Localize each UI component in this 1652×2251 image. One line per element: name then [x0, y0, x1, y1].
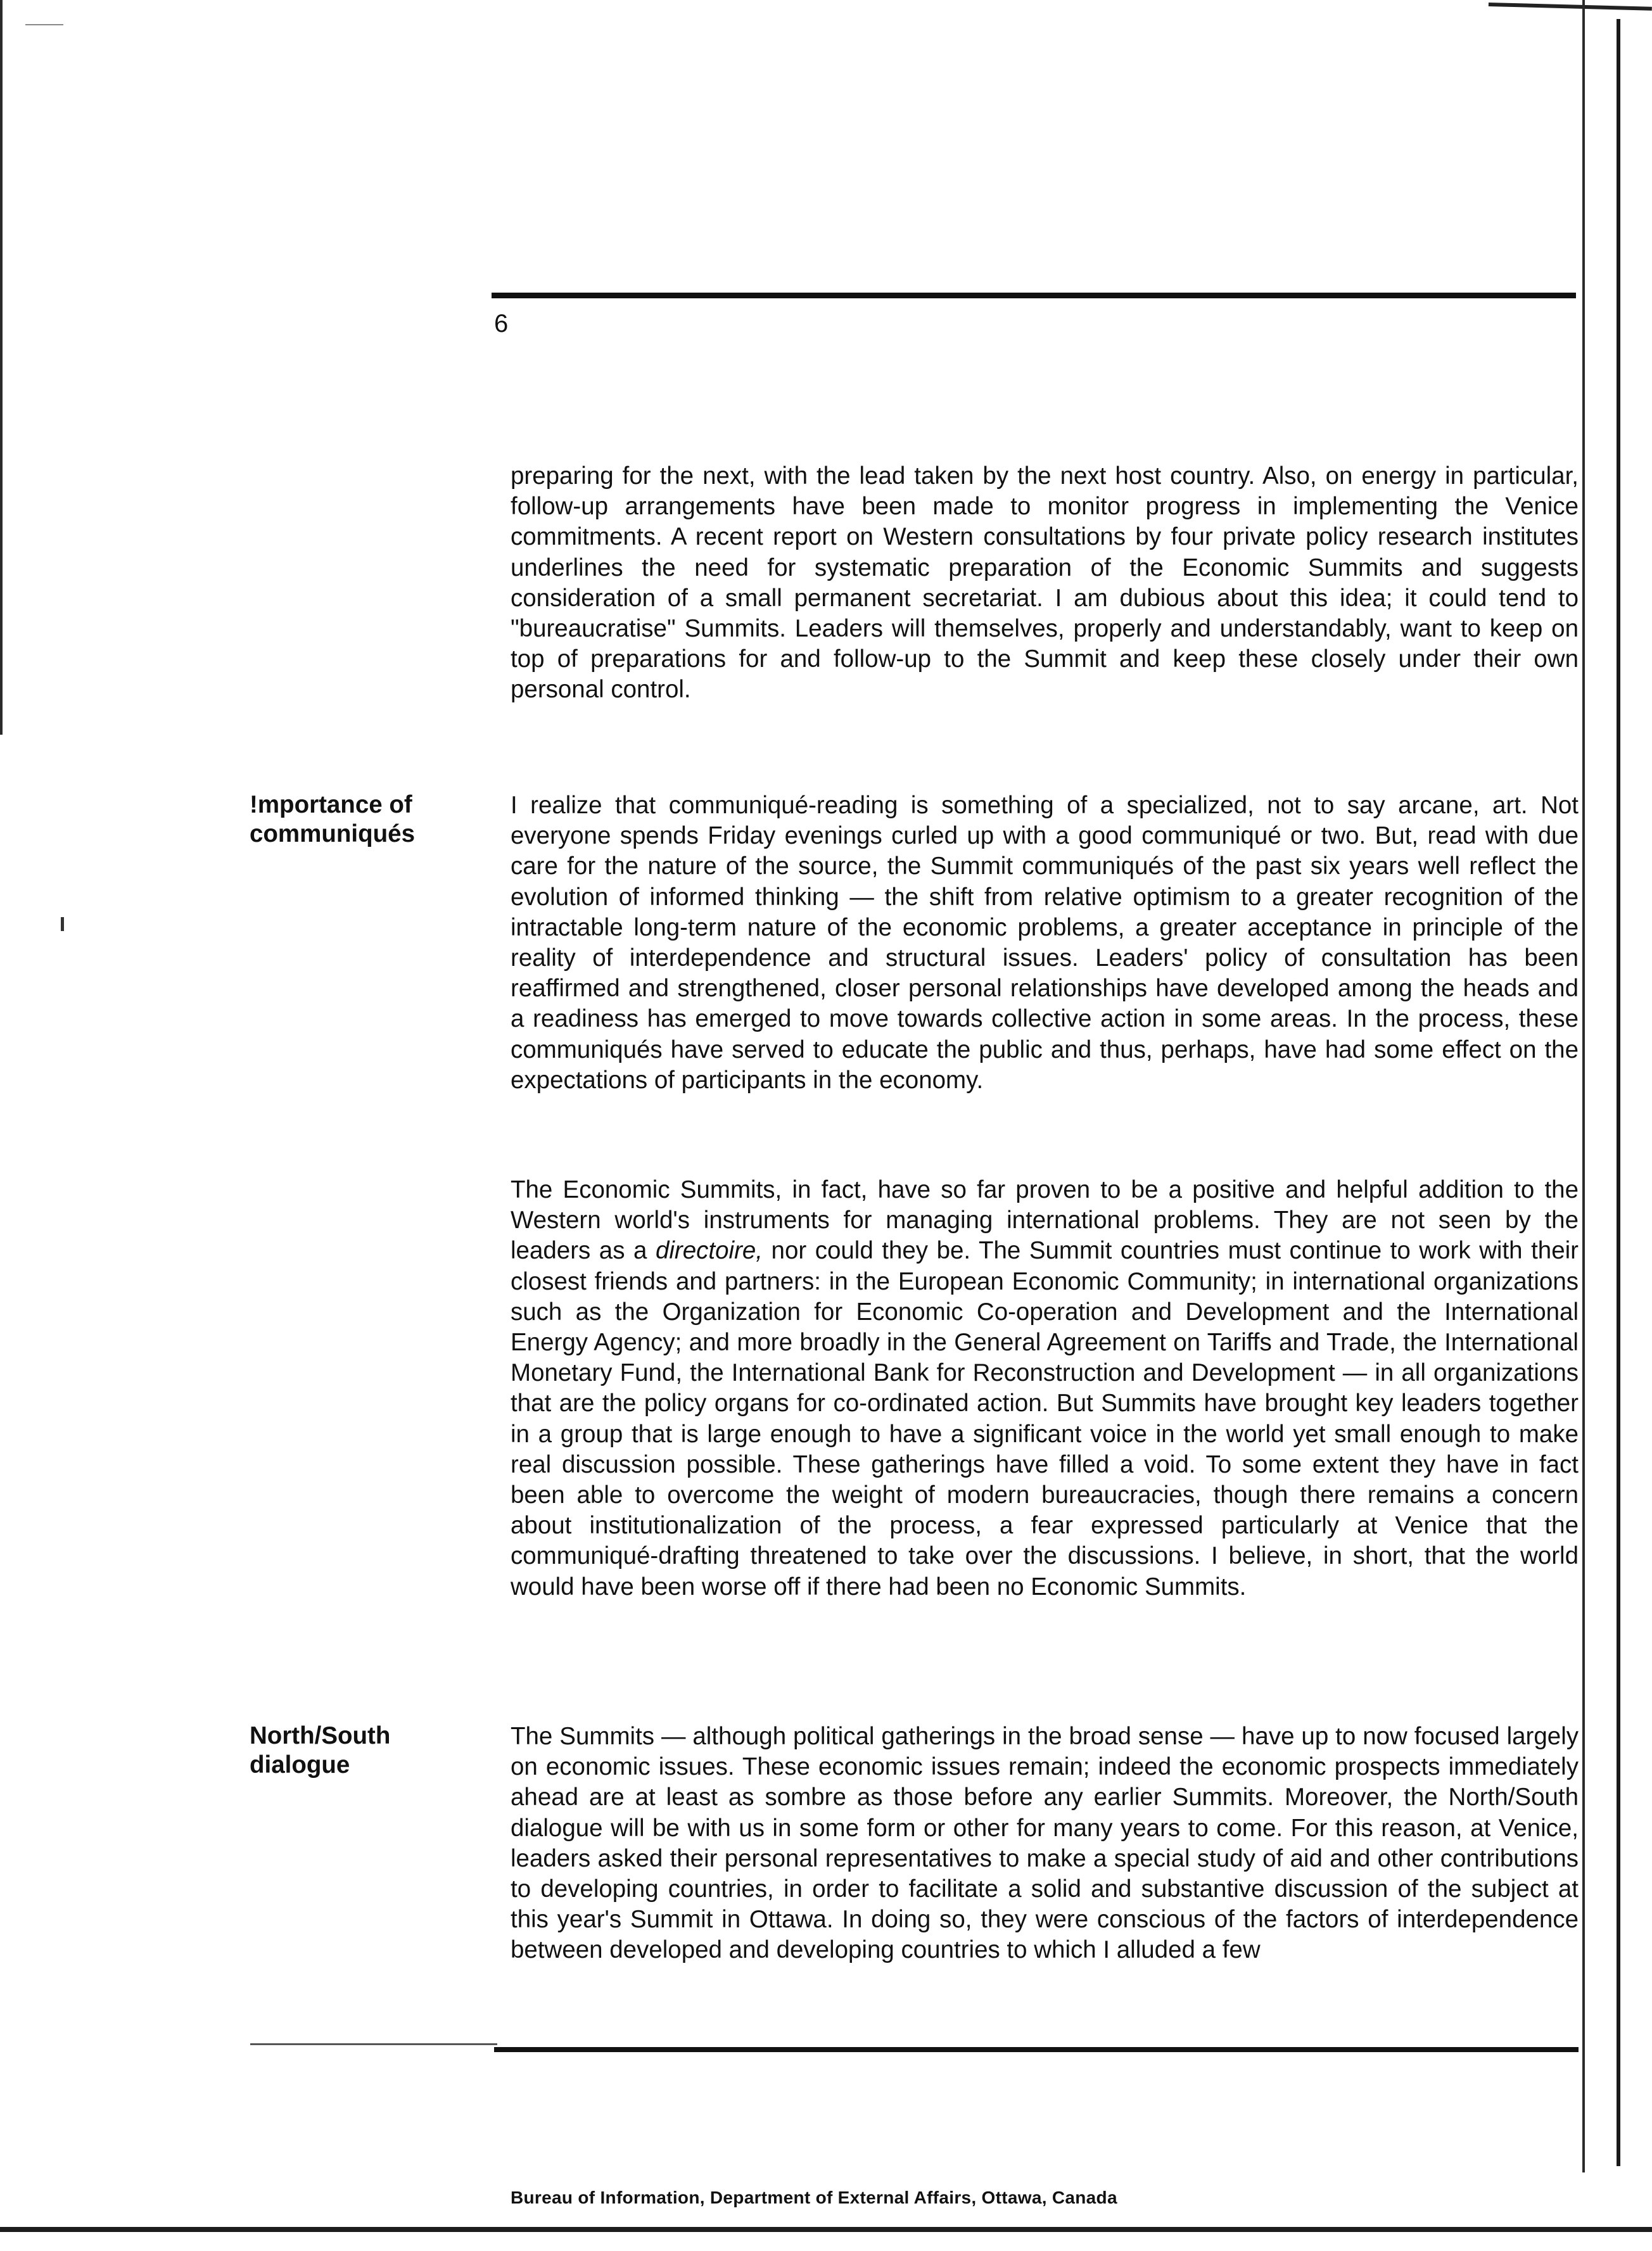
- paragraph-text: [511, 1175, 1579, 1602]
- body-paragraph-1: [511, 461, 1579, 706]
- scan-speck: [25, 24, 63, 25]
- paragraph-text: I realize that communiqué-reading is something of a specialized, not to say arcane, art. Not everyone spends Friday evenings curled up with a good communiqué or two. But, read with due care for the nature of the source, the Summit communiqués of the past six years well reflect the evolution of informed thinking — the shift from relative optimism to a greater recognition of the intractable long-term nature of the economic problems, a greater acceptance in principle of the reality of interdependence and structural issues. Leaders' policy of consultation has been reaffirmed and strengthened, closer personal relationships have developed among the heads and a readiness has emerged to move towards collective action in some areas. In the process, these communiqués have served to educate the public and thus, perhaps, have had some effect on the expectations of participants in the economy.: [511, 792, 1579, 1094]
- scan-edge-left: [0, 0, 3, 735]
- header-rule: [492, 293, 1576, 298]
- scan-edge-top: [1489, 3, 1652, 11]
- page-number: 6: [494, 310, 509, 338]
- body-paragraph-3: [511, 1175, 1579, 1602]
- italic-term-directoire: directoire,: [655, 1237, 763, 1265]
- side-note-line: North/South: [250, 1722, 391, 1749]
- scan-edge-right-outer: [1617, 19, 1620, 2166]
- footer-rule: [494, 2047, 1579, 2052]
- paragraph-text: preparing for the next, with the lead taken by the next host country. Also, on energy in particular, follow-up arrangements have been made to monitor progress in implementing the Venice commitments. A recent report on Western consultations by four private policy research institutes underlines the need for systematic preparation of the Economic Summits and suggests consideration of a small permanent secretariat. I am dubious about this idea; it could tend to "bureaucratise" Summits. Leaders will themselves, properly and understandably, want to keep on top of preparations for and follow-up to the Summit and keep these closely under their own personal control.: [511, 462, 1579, 704]
- paragraph-text: The Summits — although political gatherings in the broad sense — have up to now focused largely on economic issues. These economic issues remain; indeed the economic prospects immediately ahead are at least as sombre as those before any earlier Summits. Moreover, the North/South dialogue will be with us in some form or other for many years to come. For this reason, at Venice, leaders asked their personal representatives to make a special study of aid and other contributions to developing countries, in order to facilitate a solid and substantive discussion of the subject at this year's Summit in Ottawa. In doing so, they were conscious of the factors of interdependence between developed and developing countries to which I alluded a few: [511, 1723, 1579, 1964]
- footer-publisher: Bureau of Information, Department of External Affairs, Ottawa, Canada: [511, 2188, 1117, 2207]
- paragraph-text-part: nor could they be. The Summit countries must continue to work with their closest friends and partners: in the European Economic Community; in international organizations such as the Organization for Economic Co-operation and Development and the International Energy Agency; and more broadly in the General Agreement on Tariffs and Trade, the International Monetary Fund, the International Bank for Reconstruction and Development — in all organizations that are the policy organs for co-ordinated action. But Summits have brought key leaders together in a group that is large enough to have a significant voice in the world yet small enough to make real discussion possible. These gatherings have filled a void. To some extent they have in fact been able to overcome the weight of modern bureaucracies, though there remains a concern about institutionalization of the process, a fear expressed particularly at Venice that the communiqué-drafting threatened to take over the discussions. I believe, in short, that the world would have been worse off if there had been no Economic Summits.: [511, 1237, 1579, 1601]
- paragraph-text-part: The Economic Summits, in fact, have so far proven to be a positive and helpful addition to the Western world's instruments for managing international problems. They are not seen by the leaders as a: [511, 1176, 1579, 1265]
- side-note-importance-of-communiques: [250, 790, 459, 849]
- scan-speck: [61, 917, 64, 931]
- body-paragraph-2: [511, 790, 1579, 1096]
- scan-edge-bottom: [0, 2227, 1652, 2232]
- side-note-line: dialogue: [250, 1751, 350, 1779]
- side-note-north-south-dialogue: [250, 1722, 459, 1780]
- footer-rule-faint: [250, 2043, 497, 2045]
- scan-edge-right-inner: [1582, 0, 1585, 2172]
- side-note-line: !mportance of: [250, 791, 412, 818]
- body-paragraph-4: [511, 1722, 1579, 1966]
- side-note-line: communiqués: [250, 820, 415, 847]
